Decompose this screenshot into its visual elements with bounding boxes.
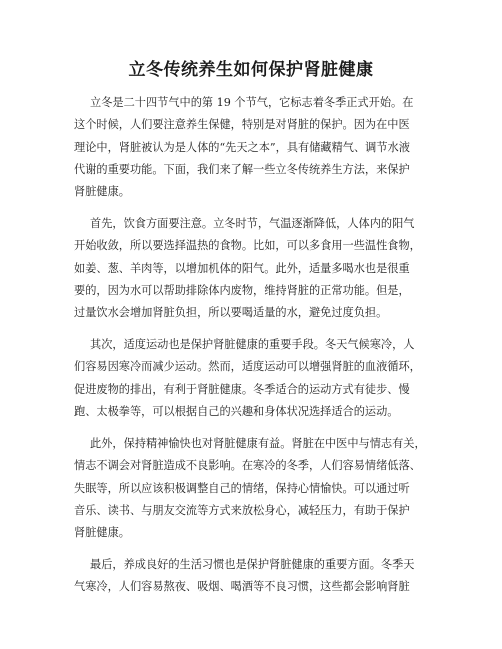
- text-line: 此外，保持精神愉快也对肾脏健康有益。肾脏在中医中与情志有关，: [90, 436, 426, 450]
- text-line: 肾脏健康。: [74, 526, 130, 540]
- text-line: 肾脏健康。: [74, 185, 130, 199]
- text-line: 气寒冷，人们容易熬夜、吸烟、喝酒等不良习惯，这些都会影响肾脏: [74, 580, 410, 594]
- text-line: 这个时候，人们要注意养生保健，特别是对肾脏的保护。因为在中医: [74, 118, 410, 132]
- paragraph-5: [74, 554, 434, 599]
- paragraph-3: [74, 334, 434, 423]
- text-line: 过量饮水会增加肾脏负担，所以要喝适量的水，避免过度负担。: [74, 306, 388, 320]
- text-line: 音乐、读书、与朋友交流等方式来放松身心，减轻压力，有助于保护: [74, 503, 410, 517]
- text-line: 跑、太极拳等，可以根据自己的兴趣和身体状况选择适合的运动。: [74, 405, 399, 419]
- document-title: 立冬传统养生如何保护肾脏健康: [128, 60, 374, 80]
- text-line: 促进废物的排出，有利于肾脏健康。冬季适合的运动方式有徒步、慢: [74, 382, 410, 396]
- text-line: 们容易因寒冷而减少运动。然而，适度运动可以增强肾脏的血液循环，: [74, 360, 421, 374]
- paragraph-2: [74, 213, 434, 324]
- text-line: 失眠等，所以应该积极调整自己的情绪，保持心情愉快。可以通过听: [74, 481, 410, 495]
- text-line: 开始收敛，所以要选择温热的食物。比如，可以多食用一些温性食物，: [74, 239, 421, 253]
- document-body: [74, 92, 434, 608]
- text-line: 首先，饮食方面要注意。立冬时节，气温逐渐降低，人体内的阳气: [90, 217, 415, 231]
- text-line: 其次，适度运动也是保护肾脏健康的重要手段。冬天气候寒冷，人: [90, 338, 415, 352]
- text-line: 如姜、葱、羊肉等，以增加机体的阳气。此外，适量多喝水也是很重: [74, 261, 410, 275]
- text-line: 理论中，肾脏被认为是人体的“先天之本”，具有储藏精气、调节水液: [74, 140, 410, 154]
- text-line: 立冬是二十四节气中的第 19 个节气，它标志着冬季正式开始。在: [90, 96, 414, 109]
- text-line: 最后，养成良好的生活习惯也是保护肾脏健康的重要方面。冬季天: [90, 558, 415, 572]
- paragraph-1: [74, 92, 434, 203]
- text-line: 要的，因为水可以帮助排除体内废物，维持肾脏的正常功能。但是，: [74, 283, 410, 297]
- text-line: 代谢的重要功能。下面，我们来了解一些立冬传统养生方法，来保护: [74, 162, 410, 176]
- paragraph-4: [74, 433, 434, 544]
- text-line: 情志不调会对肾脏造成不良影响。在寒冷的冬季，人们容易情绪低落、: [74, 459, 421, 473]
